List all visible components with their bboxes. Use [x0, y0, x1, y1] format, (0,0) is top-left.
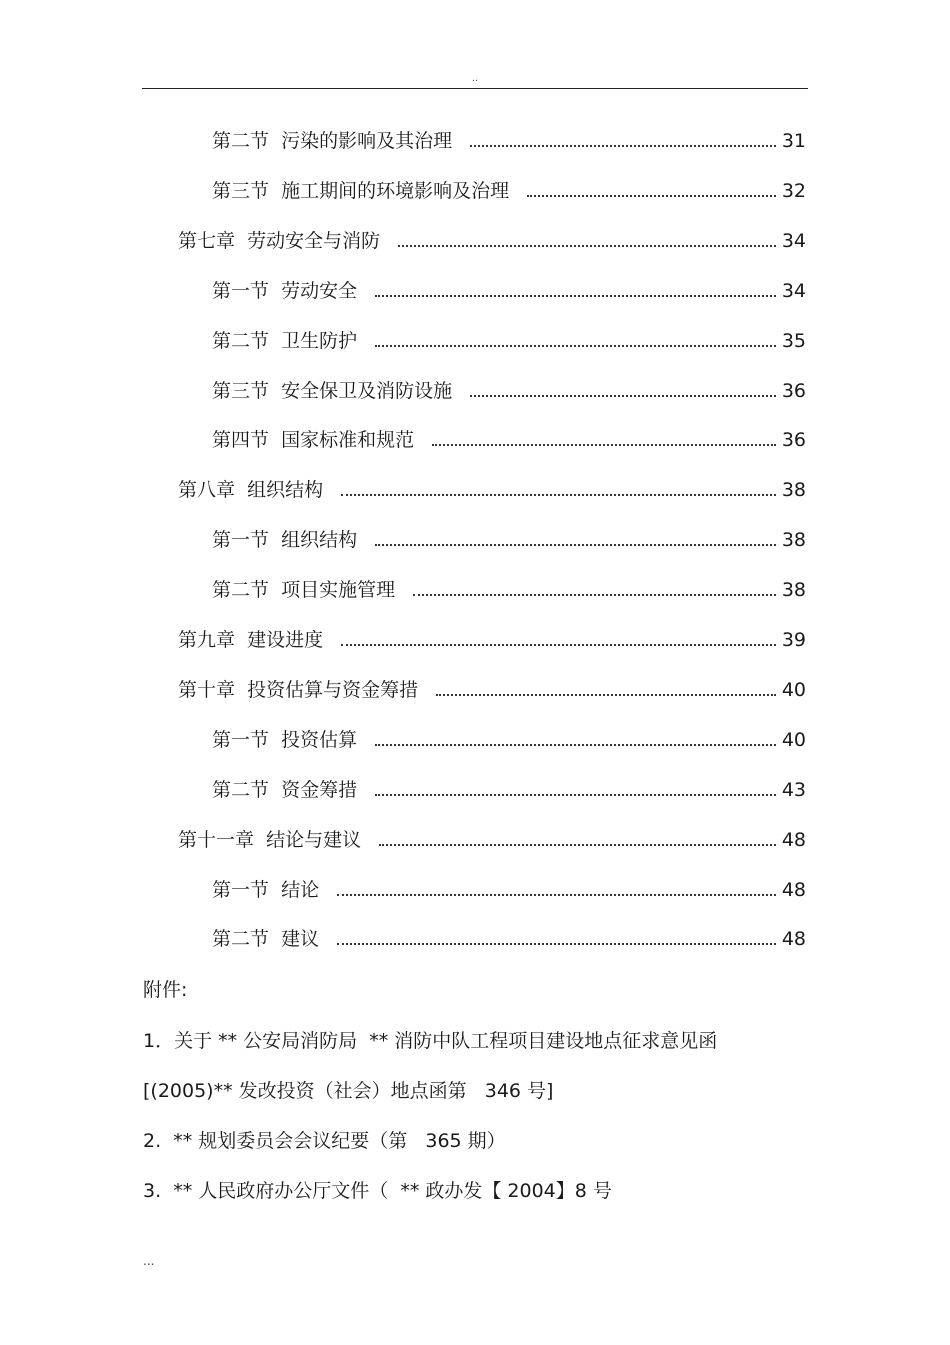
annex-item-2: 2. ** 规划委员会会议纪要（第 365 期） [143, 1130, 506, 1152]
toc-leader-dots [413, 593, 776, 596]
toc-entry-page: 48 [781, 928, 806, 950]
toc-entry-label: 第一节 投资估算 [212, 729, 358, 751]
toc-entry-label: 第二节 污染的影响及其治理 [212, 130, 453, 152]
toc-entry-page: 38 [781, 479, 806, 501]
footer-mark: ... [143, 1254, 155, 1268]
toc-entry-label: 第十一章 结论与建议 [178, 829, 362, 851]
toc-entry[interactable] [212, 173, 806, 203]
toc-entry-page: 48 [781, 879, 806, 901]
toc-entry-page: 36 [781, 429, 806, 451]
toc-entry[interactable] [212, 373, 806, 403]
toc-entry-label: 第九章 建设进度 [178, 629, 324, 651]
toc-entry-label: 第八章 组织结构 [178, 479, 324, 501]
toc-leader-dots [375, 344, 776, 347]
toc-entry-page: 43 [781, 779, 806, 801]
toc-entry[interactable] [212, 921, 806, 951]
toc-entry-label: 第一节 组织结构 [212, 529, 358, 551]
toc-entry-label: 第二节 项目实施管理 [212, 579, 396, 601]
annex-title: 附件: [143, 979, 188, 1001]
toc-entry-label: 第三节 施工期间的环境影响及治理 [212, 180, 510, 202]
toc-leader-dots [436, 693, 776, 696]
toc-entry-label: 第一节 劳动安全 [212, 280, 358, 302]
toc-leader-dots [341, 643, 776, 646]
annex-item-3: 3. ** 人民政府办公厅文件（ ** 政办发【 2004】8 号 [143, 1180, 612, 1202]
toc-leader-dots [470, 394, 776, 397]
toc-entry-page: 32 [781, 180, 806, 202]
toc-leader-dots [432, 443, 776, 446]
toc-entry[interactable] [212, 422, 806, 452]
toc-entry-page: 35 [781, 330, 806, 352]
toc-leader-dots [375, 743, 776, 746]
toc-entry[interactable] [178, 622, 806, 652]
toc-entry[interactable] [178, 223, 806, 253]
toc-entry[interactable] [212, 323, 806, 353]
toc-leader-dots [341, 493, 776, 496]
toc-entry-label: 第三节 安全保卫及消防设施 [212, 380, 453, 402]
toc-leader-dots [379, 843, 776, 846]
toc-leader-dots [375, 543, 776, 546]
toc-entry-page: 36 [781, 380, 806, 402]
toc-entry-page: 38 [781, 529, 806, 551]
toc-leader-dots [375, 793, 776, 796]
toc-entry-page: 39 [781, 629, 806, 651]
toc-leader-dots [337, 942, 776, 945]
toc-entry[interactable] [212, 722, 806, 752]
toc-leader-dots [470, 144, 776, 147]
toc-entry-label: 第二节 资金筹措 [212, 779, 358, 801]
toc-leader-dots [527, 194, 776, 197]
toc-entry[interactable] [178, 472, 806, 502]
toc-entry[interactable] [212, 572, 806, 602]
toc-entry-label: 第二节 建议 [212, 928, 320, 950]
toc-entry-page: 40 [781, 679, 806, 701]
toc-entry-label: 第四节 国家标准和规范 [212, 429, 415, 451]
toc-entry-page: 34 [781, 280, 806, 302]
header-rule [142, 88, 808, 89]
annex-item-1: 1．关于 ** 公安局消防局 ** 消防中队工程项目建设地点征求意见函 [143, 1030, 718, 1052]
toc-leader-dots [398, 244, 776, 247]
toc-entry-page: 40 [781, 729, 806, 751]
toc-entry[interactable] [212, 123, 806, 153]
toc-entry[interactable] [212, 772, 806, 802]
toc-leader-dots [337, 893, 776, 896]
toc-leader-dots [375, 294, 776, 297]
toc-entry-label: 第一节 结论 [212, 879, 320, 901]
toc-entry-page: 48 [781, 829, 806, 851]
toc-entry-label: 第二节 卫生防护 [212, 330, 358, 352]
toc-entry-label: 第十章 投资估算与资金筹措 [178, 679, 419, 701]
toc-entry[interactable] [178, 672, 806, 702]
toc-entry-page: 31 [781, 130, 806, 152]
toc-entry[interactable] [178, 822, 806, 852]
toc-entry-page: 34 [781, 230, 806, 252]
toc-entry[interactable] [212, 522, 806, 552]
toc-entry-page: 38 [781, 579, 806, 601]
toc-entry[interactable] [212, 872, 806, 902]
annex-item-1-reference: [(2005)** 发改投资（社会）地点函第 346 号] [143, 1080, 554, 1102]
toc-entry[interactable] [212, 273, 806, 303]
toc-entry-label: 第七章 劳动安全与消防 [178, 230, 381, 252]
header-mark: .. [471, 73, 479, 84]
